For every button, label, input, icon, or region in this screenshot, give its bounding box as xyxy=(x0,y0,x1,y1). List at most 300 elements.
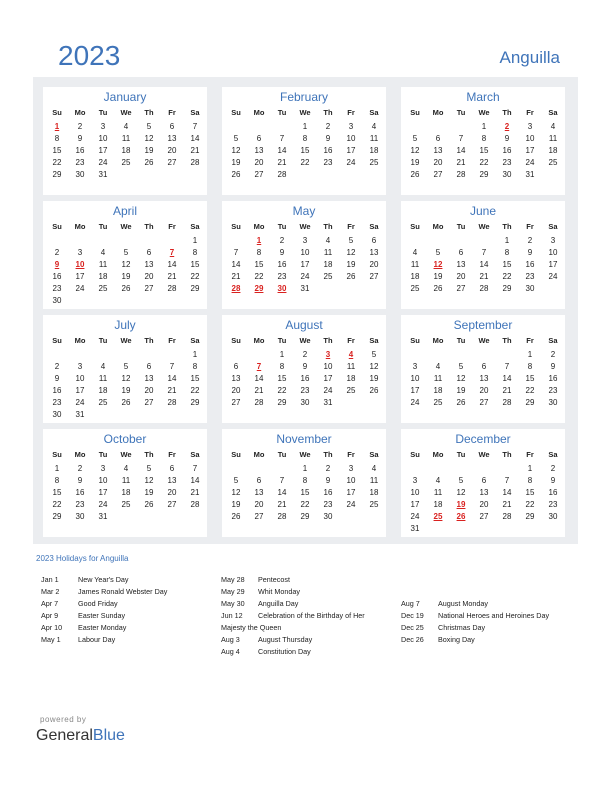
calendar-day[interactable]: 31 xyxy=(98,512,108,521)
calendar-day[interactable]: 18 xyxy=(323,260,333,269)
calendar-day[interactable]: 24 xyxy=(75,398,85,407)
calendar-day[interactable]: 18 xyxy=(98,386,108,395)
calendar-day[interactable]: 9 xyxy=(550,476,556,485)
calendar-day[interactable]: 31 xyxy=(98,170,108,179)
calendar-day[interactable]: 5 xyxy=(146,464,152,473)
calendar-day[interactable]: 1 xyxy=(504,236,510,245)
calendar-day[interactable]: 6 xyxy=(233,362,239,371)
calendar-day[interactable]: 22 xyxy=(52,500,62,509)
calendar-day[interactable]: 10 xyxy=(98,134,108,143)
calendar-day[interactable]: 23 xyxy=(52,284,62,293)
calendar-day[interactable]: 5 xyxy=(435,248,441,257)
calendar-day[interactable]: 15 xyxy=(277,374,287,383)
calendar-day[interactable]: 28 xyxy=(502,512,512,521)
calendar-day[interactable]: 20 xyxy=(456,272,466,281)
holiday-day[interactable]: 19 xyxy=(456,500,466,509)
calendar-day[interactable]: 17 xyxy=(75,386,85,395)
calendar-day[interactable]: 24 xyxy=(346,158,356,167)
calendar-day[interactable]: 15 xyxy=(525,488,535,497)
calendar-day[interactable]: 18 xyxy=(433,500,443,509)
calendar-day[interactable]: 8 xyxy=(54,134,60,143)
holiday-day[interactable]: 29 xyxy=(254,284,264,293)
calendar-day[interactable]: 12 xyxy=(410,146,420,155)
calendar-day[interactable]: 15 xyxy=(52,146,62,155)
calendar-day[interactable]: 18 xyxy=(433,386,443,395)
calendar-day[interactable]: 21 xyxy=(190,146,200,155)
calendar-day[interactable]: 30 xyxy=(525,284,535,293)
calendar-day[interactable]: 24 xyxy=(98,158,108,167)
calendar-day[interactable]: 17 xyxy=(300,260,310,269)
calendar-day[interactable]: 20 xyxy=(479,500,489,509)
calendar-day[interactable]: 17 xyxy=(98,146,108,155)
calendar-day[interactable]: 1 xyxy=(192,236,198,245)
holiday-day[interactable]: 1 xyxy=(54,122,60,131)
calendar-day[interactable]: 18 xyxy=(410,272,420,281)
holiday-day[interactable]: 30 xyxy=(277,284,287,293)
calendar-day[interactable]: 18 xyxy=(369,146,379,155)
calendar-day[interactable]: 27 xyxy=(369,272,379,281)
calendar-day[interactable]: 7 xyxy=(279,134,285,143)
calendar-day[interactable]: 23 xyxy=(75,158,85,167)
calendar-day[interactable]: 18 xyxy=(98,272,108,281)
holiday-day[interactable]: 7 xyxy=(256,362,262,371)
calendar-day[interactable]: 19 xyxy=(346,260,356,269)
calendar-day[interactable]: 17 xyxy=(323,374,333,383)
calendar-day[interactable]: 6 xyxy=(458,248,464,257)
calendar-day[interactable]: 30 xyxy=(52,410,62,419)
calendar-day[interactable]: 31 xyxy=(410,524,420,533)
calendar-day[interactable]: 26 xyxy=(144,500,154,509)
calendar-day[interactable]: 18 xyxy=(121,146,131,155)
calendar-day[interactable]: 8 xyxy=(279,362,285,371)
calendar-day[interactable]: 29 xyxy=(52,170,62,179)
calendar-day[interactable]: 14 xyxy=(277,146,287,155)
calendar-day[interactable]: 11 xyxy=(346,362,356,371)
calendar-day[interactable]: 28 xyxy=(190,158,200,167)
calendar-day[interactable]: 15 xyxy=(190,260,200,269)
calendar-day[interactable]: 10 xyxy=(548,248,558,257)
calendar-day[interactable]: 26 xyxy=(456,398,466,407)
calendar-day[interactable]: 13 xyxy=(456,260,466,269)
calendar-day[interactable]: 12 xyxy=(121,260,131,269)
calendar-day[interactable]: 1 xyxy=(279,350,285,359)
calendar-day[interactable]: 25 xyxy=(369,158,379,167)
calendar-day[interactable]: 21 xyxy=(254,386,264,395)
calendar-day[interactable]: 8 xyxy=(527,476,533,485)
calendar-day[interactable]: 5 xyxy=(233,476,239,485)
calendar-day[interactable]: 25 xyxy=(121,158,131,167)
calendar-day[interactable]: 14 xyxy=(277,488,287,497)
calendar-day[interactable]: 23 xyxy=(323,500,333,509)
calendar-day[interactable]: 21 xyxy=(479,272,489,281)
calendar-day[interactable]: 31 xyxy=(323,398,333,407)
calendar-day[interactable]: 23 xyxy=(75,500,85,509)
calendar-day[interactable]: 21 xyxy=(167,272,177,281)
calendar-day[interactable]: 14 xyxy=(254,374,264,383)
calendar-day[interactable]: 9 xyxy=(527,248,533,257)
calendar-day[interactable]: 27 xyxy=(144,284,154,293)
calendar-day[interactable]: 23 xyxy=(300,386,310,395)
calendar-day[interactable]: 10 xyxy=(346,134,356,143)
calendar-day[interactable]: 16 xyxy=(277,260,287,269)
calendar-day[interactable]: 21 xyxy=(277,158,287,167)
calendar-day[interactable]: 5 xyxy=(371,350,377,359)
calendar-day[interactable]: 3 xyxy=(100,464,106,473)
calendar-day[interactable]: 27 xyxy=(456,284,466,293)
calendar-day[interactable]: 9 xyxy=(325,134,331,143)
calendar-day[interactable]: 16 xyxy=(548,488,558,497)
calendar-day[interactable]: 4 xyxy=(435,476,441,485)
calendar-day[interactable]: 20 xyxy=(479,386,489,395)
calendar-day[interactable]: 27 xyxy=(479,398,489,407)
calendar-day[interactable]: 2 xyxy=(325,464,331,473)
calendar-day[interactable]: 5 xyxy=(458,362,464,371)
calendar-day[interactable]: 29 xyxy=(190,398,200,407)
calendar-day[interactable]: 17 xyxy=(548,260,558,269)
calendar-day[interactable]: 6 xyxy=(481,476,487,485)
calendar-day[interactable]: 17 xyxy=(98,488,108,497)
calendar-day[interactable]: 3 xyxy=(412,362,418,371)
calendar-day[interactable]: 15 xyxy=(300,488,310,497)
calendar-day[interactable]: 24 xyxy=(75,284,85,293)
holiday-day[interactable]: 10 xyxy=(75,260,85,269)
calendar-day[interactable]: 27 xyxy=(254,512,264,521)
calendar-day[interactable]: 24 xyxy=(548,272,558,281)
calendar-day[interactable]: 18 xyxy=(346,374,356,383)
calendar-day[interactable]: 14 xyxy=(231,260,241,269)
calendar-day[interactable]: 4 xyxy=(412,248,418,257)
calendar-day[interactable]: 3 xyxy=(527,122,533,131)
calendar-day[interactable]: 6 xyxy=(256,476,262,485)
calendar-day[interactable]: 22 xyxy=(525,386,535,395)
calendar-day[interactable]: 16 xyxy=(75,146,85,155)
calendar-day[interactable]: 23 xyxy=(525,272,535,281)
brand-logo[interactable] xyxy=(36,727,125,745)
calendar-day[interactable]: 20 xyxy=(144,272,154,281)
calendar-day[interactable]: 17 xyxy=(346,488,356,497)
calendar-day[interactable]: 3 xyxy=(77,362,83,371)
calendar-day[interactable]: 22 xyxy=(52,158,62,167)
calendar-day[interactable]: 8 xyxy=(192,248,198,257)
calendar-day[interactable]: 8 xyxy=(302,476,308,485)
calendar-day[interactable]: 9 xyxy=(504,134,510,143)
calendar-day[interactable]: 24 xyxy=(410,512,420,521)
calendar-day[interactable]: 21 xyxy=(502,386,512,395)
calendar-day[interactable]: 28 xyxy=(190,500,200,509)
calendar-day[interactable]: 29 xyxy=(300,512,310,521)
calendar-day[interactable]: 15 xyxy=(525,374,535,383)
calendar-day[interactable]: 11 xyxy=(98,374,108,383)
calendar-day[interactable]: 13 xyxy=(254,146,264,155)
calendar-day[interactable]: 11 xyxy=(433,374,443,383)
calendar-day[interactable]: 11 xyxy=(369,476,379,485)
calendar-day[interactable]: 27 xyxy=(254,170,264,179)
calendar-day[interactable]: 2 xyxy=(550,350,556,359)
calendar-day[interactable]: 11 xyxy=(323,248,333,257)
calendar-day[interactable]: 7 xyxy=(481,248,487,257)
calendar-day[interactable]: 14 xyxy=(502,374,512,383)
calendar-day[interactable]: 2 xyxy=(77,464,83,473)
calendar-day[interactable]: 12 xyxy=(144,134,154,143)
calendar-day[interactable]: 28 xyxy=(479,284,489,293)
calendar-day[interactable]: 5 xyxy=(123,248,129,257)
calendar-day[interactable]: 13 xyxy=(369,248,379,257)
calendar-day[interactable]: 20 xyxy=(231,386,241,395)
calendar-day[interactable]: 23 xyxy=(548,386,558,395)
calendar-day[interactable]: 28 xyxy=(167,284,177,293)
calendar-day[interactable]: 2 xyxy=(54,362,60,371)
calendar-day[interactable]: 22 xyxy=(190,386,200,395)
calendar-day[interactable]: 12 xyxy=(231,488,241,497)
calendar-day[interactable]: 9 xyxy=(77,476,83,485)
calendar-day[interactable]: 11 xyxy=(433,488,443,497)
calendar-day[interactable]: 16 xyxy=(502,146,512,155)
calendar-day[interactable]: 25 xyxy=(346,386,356,395)
calendar-day[interactable]: 2 xyxy=(54,248,60,257)
calendar-day[interactable]: 18 xyxy=(369,488,379,497)
calendar-day[interactable]: 23 xyxy=(52,398,62,407)
calendar-day[interactable]: 19 xyxy=(231,158,241,167)
calendar-day[interactable]: 7 xyxy=(458,134,464,143)
calendar-day[interactable]: 17 xyxy=(75,272,85,281)
calendar-day[interactable]: 10 xyxy=(410,374,420,383)
calendar-day[interactable]: 29 xyxy=(277,398,287,407)
calendar-day[interactable]: 19 xyxy=(121,272,131,281)
calendar-day[interactable]: 22 xyxy=(502,272,512,281)
calendar-day[interactable]: 13 xyxy=(433,146,443,155)
calendar-day[interactable]: 19 xyxy=(144,488,154,497)
calendar-day[interactable]: 15 xyxy=(190,374,200,383)
calendar-day[interactable]: 4 xyxy=(100,362,106,371)
calendar-day[interactable]: 27 xyxy=(479,512,489,521)
calendar-day[interactable]: 13 xyxy=(144,260,154,269)
calendar-day[interactable]: 14 xyxy=(479,260,489,269)
calendar-day[interactable]: 29 xyxy=(52,512,62,521)
calendar-day[interactable]: 13 xyxy=(231,374,241,383)
calendar-day[interactable]: 31 xyxy=(525,170,535,179)
calendar-day[interactable]: 6 xyxy=(146,362,152,371)
calendar-day[interactable]: 28 xyxy=(254,398,264,407)
calendar-day[interactable]: 19 xyxy=(433,272,443,281)
calendar-day[interactable]: 21 xyxy=(502,500,512,509)
calendar-day[interactable]: 18 xyxy=(121,488,131,497)
holiday-day[interactable]: 25 xyxy=(433,512,443,521)
calendar-day[interactable]: 6 xyxy=(169,122,175,131)
calendar-day[interactable]: 20 xyxy=(369,260,379,269)
calendar-day[interactable]: 22 xyxy=(300,500,310,509)
calendar-day[interactable]: 10 xyxy=(346,476,356,485)
calendar-day[interactable]: 6 xyxy=(435,134,441,143)
holiday-day[interactable]: 2 xyxy=(504,122,510,131)
calendar-day[interactable]: 21 xyxy=(277,500,287,509)
calendar-day[interactable]: 9 xyxy=(54,374,60,383)
calendar-day[interactable]: 24 xyxy=(525,158,535,167)
calendar-day[interactable]: 15 xyxy=(300,146,310,155)
calendar-day[interactable]: 17 xyxy=(410,500,420,509)
calendar-day[interactable]: 25 xyxy=(433,398,443,407)
calendar-day[interactable]: 17 xyxy=(410,386,420,395)
calendar-day[interactable]: 14 xyxy=(190,476,200,485)
calendar-day[interactable]: 28 xyxy=(502,398,512,407)
calendar-day[interactable]: 8 xyxy=(54,476,60,485)
calendar-day[interactable]: 26 xyxy=(369,386,379,395)
calendar-day[interactable]: 9 xyxy=(77,134,83,143)
calendar-day[interactable]: 11 xyxy=(548,134,558,143)
calendar-day[interactable]: 1 xyxy=(302,122,308,131)
holiday-day[interactable]: 3 xyxy=(325,350,331,359)
calendar-day[interactable]: 13 xyxy=(144,374,154,383)
calendar-day[interactable]: 22 xyxy=(525,500,535,509)
calendar-day[interactable]: 23 xyxy=(323,158,333,167)
calendar-day[interactable]: 14 xyxy=(456,146,466,155)
calendar-day[interactable]: 5 xyxy=(458,476,464,485)
calendar-day[interactable]: 12 xyxy=(231,146,241,155)
calendar-day[interactable]: 29 xyxy=(502,284,512,293)
calendar-day[interactable]: 23 xyxy=(548,500,558,509)
calendar-day[interactable]: 3 xyxy=(100,122,106,131)
calendar-day[interactable]: 23 xyxy=(502,158,512,167)
calendar-day[interactable]: 21 xyxy=(190,488,200,497)
calendar-day[interactable]: 5 xyxy=(146,122,152,131)
holiday-day[interactable]: 7 xyxy=(169,248,175,257)
calendar-day[interactable]: 12 xyxy=(346,248,356,257)
calendar-day[interactable]: 30 xyxy=(548,398,558,407)
calendar-day[interactable]: 3 xyxy=(348,464,354,473)
calendar-day[interactable]: 26 xyxy=(346,272,356,281)
calendar-day[interactable]: 31 xyxy=(75,410,85,419)
calendar-day[interactable]: 4 xyxy=(550,122,556,131)
calendar-day[interactable]: 16 xyxy=(75,488,85,497)
holiday-day[interactable]: 12 xyxy=(433,260,443,269)
calendar-day[interactable]: 9 xyxy=(279,248,285,257)
calendar-day[interactable]: 24 xyxy=(410,398,420,407)
calendar-day[interactable]: 14 xyxy=(167,260,177,269)
calendar-day[interactable]: 14 xyxy=(502,488,512,497)
calendar-day[interactable]: 19 xyxy=(456,386,466,395)
calendar-day[interactable]: 12 xyxy=(144,476,154,485)
calendar-day[interactable]: 8 xyxy=(527,362,533,371)
calendar-day[interactable]: 9 xyxy=(302,362,308,371)
calendar-day[interactable]: 15 xyxy=(502,260,512,269)
calendar-day[interactable]: 2 xyxy=(302,350,308,359)
calendar-day[interactable]: 2 xyxy=(550,464,556,473)
calendar-day[interactable]: 19 xyxy=(231,500,241,509)
calendar-day[interactable]: 26 xyxy=(144,158,154,167)
calendar-day[interactable]: 13 xyxy=(254,488,264,497)
calendar-day[interactable]: 21 xyxy=(231,272,241,281)
calendar-day[interactable]: 1 xyxy=(481,122,487,131)
calendar-day[interactable]: 16 xyxy=(525,260,535,269)
calendar-day[interactable]: 13 xyxy=(167,134,177,143)
calendar-day[interactable]: 29 xyxy=(479,170,489,179)
calendar-day[interactable]: 30 xyxy=(323,512,333,521)
calendar-day[interactable]: 30 xyxy=(52,296,62,305)
calendar-day[interactable]: 18 xyxy=(548,146,558,155)
calendar-day[interactable]: 1 xyxy=(527,350,533,359)
calendar-day[interactable]: 11 xyxy=(369,134,379,143)
calendar-day[interactable]: 30 xyxy=(300,398,310,407)
calendar-day[interactable]: 13 xyxy=(479,374,489,383)
calendar-day[interactable]: 5 xyxy=(348,236,354,245)
calendar-day[interactable]: 31 xyxy=(300,284,310,293)
calendar-day[interactable]: 10 xyxy=(410,488,420,497)
calendar-day[interactable]: 8 xyxy=(481,134,487,143)
calendar-day[interactable]: 9 xyxy=(325,476,331,485)
calendar-day[interactable]: 8 xyxy=(504,248,510,257)
calendar-day[interactable]: 30 xyxy=(75,170,85,179)
calendar-day[interactable]: 28 xyxy=(456,170,466,179)
calendar-day[interactable]: 4 xyxy=(123,122,129,131)
calendar-day[interactable]: 8 xyxy=(302,134,308,143)
calendar-day[interactable]: 7 xyxy=(279,476,285,485)
calendar-day[interactable]: 22 xyxy=(300,158,310,167)
calendar-day[interactable]: 14 xyxy=(167,374,177,383)
calendar-day[interactable]: 24 xyxy=(300,272,310,281)
holiday-day[interactable]: 4 xyxy=(348,350,354,359)
calendar-day[interactable]: 2 xyxy=(279,236,285,245)
calendar-day[interactable]: 4 xyxy=(100,248,106,257)
calendar-day[interactable]: 3 xyxy=(77,248,83,257)
calendar-day[interactable]: 10 xyxy=(75,374,85,383)
calendar-day[interactable]: 10 xyxy=(300,248,310,257)
calendar-day[interactable]: 16 xyxy=(52,386,62,395)
calendar-day[interactable]: 26 xyxy=(231,512,241,521)
calendar-day[interactable]: 2 xyxy=(527,236,533,245)
calendar-day[interactable]: 10 xyxy=(323,362,333,371)
calendar-day[interactable]: 16 xyxy=(52,272,62,281)
calendar-day[interactable]: 25 xyxy=(323,272,333,281)
calendar-day[interactable]: 4 xyxy=(435,362,441,371)
calendar-day[interactable]: 25 xyxy=(369,500,379,509)
calendar-day[interactable]: 19 xyxy=(144,146,154,155)
calendar-day[interactable]: 20 xyxy=(144,386,154,395)
calendar-day[interactable]: 30 xyxy=(502,170,512,179)
calendar-day[interactable]: 1 xyxy=(302,464,308,473)
calendar-day[interactable]: 7 xyxy=(192,464,198,473)
calendar-day[interactable]: 7 xyxy=(504,362,510,371)
calendar-day[interactable]: 25 xyxy=(548,158,558,167)
calendar-day[interactable]: 22 xyxy=(277,386,287,395)
calendar-day[interactable]: 30 xyxy=(548,512,558,521)
calendar-day[interactable]: 3 xyxy=(550,236,556,245)
calendar-day[interactable]: 17 xyxy=(346,146,356,155)
calendar-day[interactable]: 22 xyxy=(190,272,200,281)
calendar-day[interactable]: 12 xyxy=(456,374,466,383)
calendar-day[interactable]: 3 xyxy=(412,476,418,485)
calendar-day[interactable]: 25 xyxy=(410,284,420,293)
calendar-day[interactable]: 19 xyxy=(121,386,131,395)
calendar-day[interactable]: 8 xyxy=(192,362,198,371)
calendar-day[interactable]: 6 xyxy=(146,248,152,257)
calendar-day[interactable]: 15 xyxy=(479,146,489,155)
calendar-day[interactable]: 19 xyxy=(410,158,420,167)
calendar-day[interactable]: 11 xyxy=(410,260,420,269)
calendar-day[interactable]: 11 xyxy=(121,476,131,485)
calendar-day[interactable]: 3 xyxy=(302,236,308,245)
calendar-day[interactable]: 6 xyxy=(256,134,262,143)
calendar-day[interactable]: 15 xyxy=(254,260,264,269)
calendar-day[interactable]: 26 xyxy=(433,284,443,293)
calendar-day[interactable]: 5 xyxy=(412,134,418,143)
calendar-day[interactable]: 5 xyxy=(233,134,239,143)
calendar-day[interactable]: 21 xyxy=(456,158,466,167)
calendar-day[interactable]: 10 xyxy=(98,476,108,485)
calendar-day[interactable]: 26 xyxy=(231,170,241,179)
calendar-day[interactable]: 16 xyxy=(323,146,333,155)
calendar-day[interactable]: 11 xyxy=(121,134,131,143)
calendar-day[interactable]: 22 xyxy=(479,158,489,167)
calendar-day[interactable]: 14 xyxy=(190,134,200,143)
